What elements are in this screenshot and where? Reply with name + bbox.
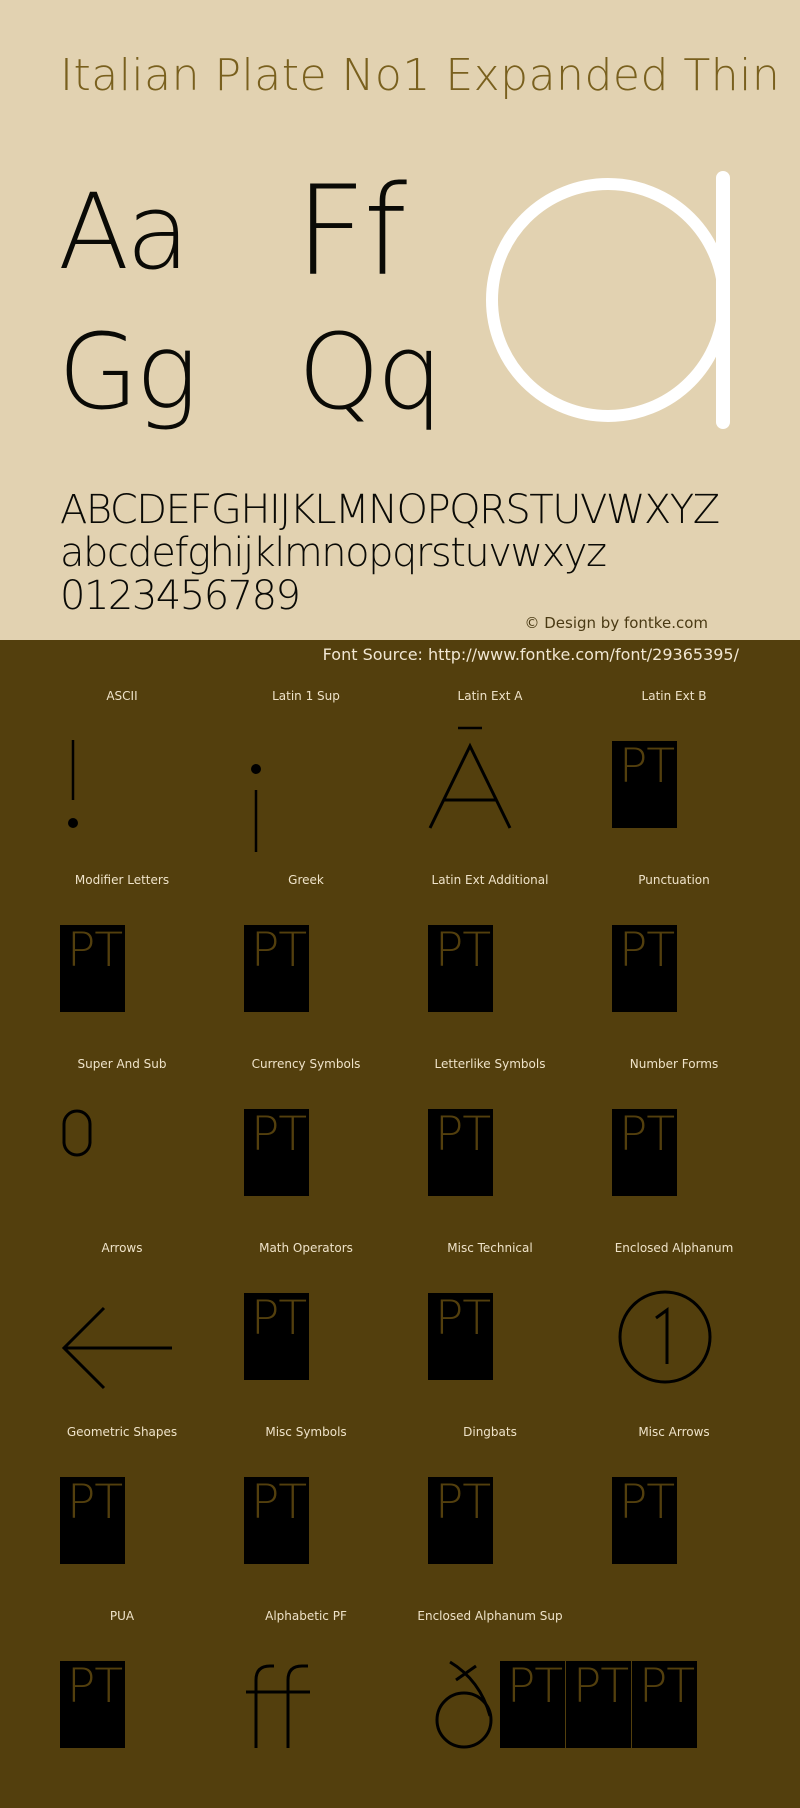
font-title: Italian Plate No1 Expanded Thin — [60, 50, 781, 101]
missing-glyph-box: PT — [60, 1661, 125, 1748]
a-macron-glyph — [426, 726, 514, 832]
font-source-link[interactable]: Font Source: http://www.fontke.com/font/29365395/ — [322, 645, 739, 664]
exclamation-glyph — [64, 738, 84, 830]
lowercase-line: abcdefghijklmnopqrstuvwxyz — [60, 530, 606, 576]
missing-glyph-box: PT — [244, 1109, 309, 1196]
block-label: PUA — [109, 1609, 135, 1623]
missing-glyph-box: PT — [612, 925, 677, 1012]
block-label: Letterlike Symbols — [434, 1057, 546, 1071]
big-a-glyph — [480, 170, 740, 432]
missing-glyph-box: PT — [632, 1661, 697, 1748]
superscript-zero-glyph — [61, 1108, 95, 1158]
left-arrow-glyph — [58, 1304, 174, 1392]
block-label: Alphabetic PF — [265, 1609, 347, 1623]
missing-glyph-box: PT — [612, 1477, 677, 1564]
sample-ff: Ff — [295, 160, 404, 304]
missing-glyph-box: PT — [60, 925, 125, 1012]
missing-glyph-box: PT — [612, 741, 677, 828]
block-label: Number Forms — [629, 1057, 719, 1071]
block-label: Punctuation — [638, 873, 710, 887]
block-label: Arrows — [101, 1241, 143, 1255]
missing-glyph-box: PT — [244, 925, 309, 1012]
digits-line: 0123456789 — [60, 573, 300, 619]
sample-gg: Gg — [58, 311, 195, 433]
missing-glyph-box: PT — [60, 1477, 125, 1564]
missing-glyph-box: PT — [500, 1661, 565, 1748]
missing-glyph-box: PT — [566, 1661, 631, 1748]
missing-glyph-box: PT — [428, 925, 493, 1012]
block-label: Modifier Letters — [74, 873, 170, 887]
block-label: Super And Sub — [77, 1057, 167, 1071]
missing-glyph-box: PT — [244, 1293, 309, 1380]
specimen-header — [0, 0, 800, 640]
sample-aa: Aa — [58, 171, 187, 293]
block-label: Latin Ext Additional — [431, 873, 549, 887]
block-label: Latin Ext B — [641, 689, 707, 703]
missing-glyph-box: PT — [428, 1293, 493, 1380]
block-label: Dingbats — [463, 1425, 517, 1439]
uppercase-line: ABCDEFGHIJKLMNOPQRSTUVWXYZ — [60, 487, 719, 533]
block-label: Misc Arrows — [638, 1425, 710, 1439]
design-credit: © Design by fontke.com — [524, 614, 708, 632]
inverted-exclamation-glyph — [247, 762, 267, 854]
block-label: Math Operators — [259, 1241, 353, 1255]
block-label: Currency Symbols — [251, 1057, 361, 1071]
block-label: Latin Ext A — [457, 689, 523, 703]
missing-glyph-box: PT — [612, 1109, 677, 1196]
eth-glyph — [430, 1658, 500, 1750]
block-label: Misc Technical — [447, 1241, 533, 1255]
block-label: Misc Symbols — [265, 1425, 347, 1439]
block-label: Latin 1 Sup — [272, 689, 340, 703]
block-label: Geometric Shapes — [66, 1425, 178, 1439]
sample-qq: Qq — [298, 311, 440, 433]
block-label: ASCII — [106, 689, 138, 703]
block-label: Enclosed Alphanum — [614, 1241, 734, 1255]
block-label: Greek — [288, 873, 324, 887]
missing-glyph-box: PT — [428, 1477, 493, 1564]
ff-ligature-glyph — [244, 1662, 314, 1750]
block-label: Enclosed Alphanum Sup — [417, 1609, 563, 1623]
missing-glyph-box: PT — [428, 1109, 493, 1196]
circled-one-glyph — [616, 1288, 714, 1386]
missing-glyph-box: PT — [244, 1477, 309, 1564]
